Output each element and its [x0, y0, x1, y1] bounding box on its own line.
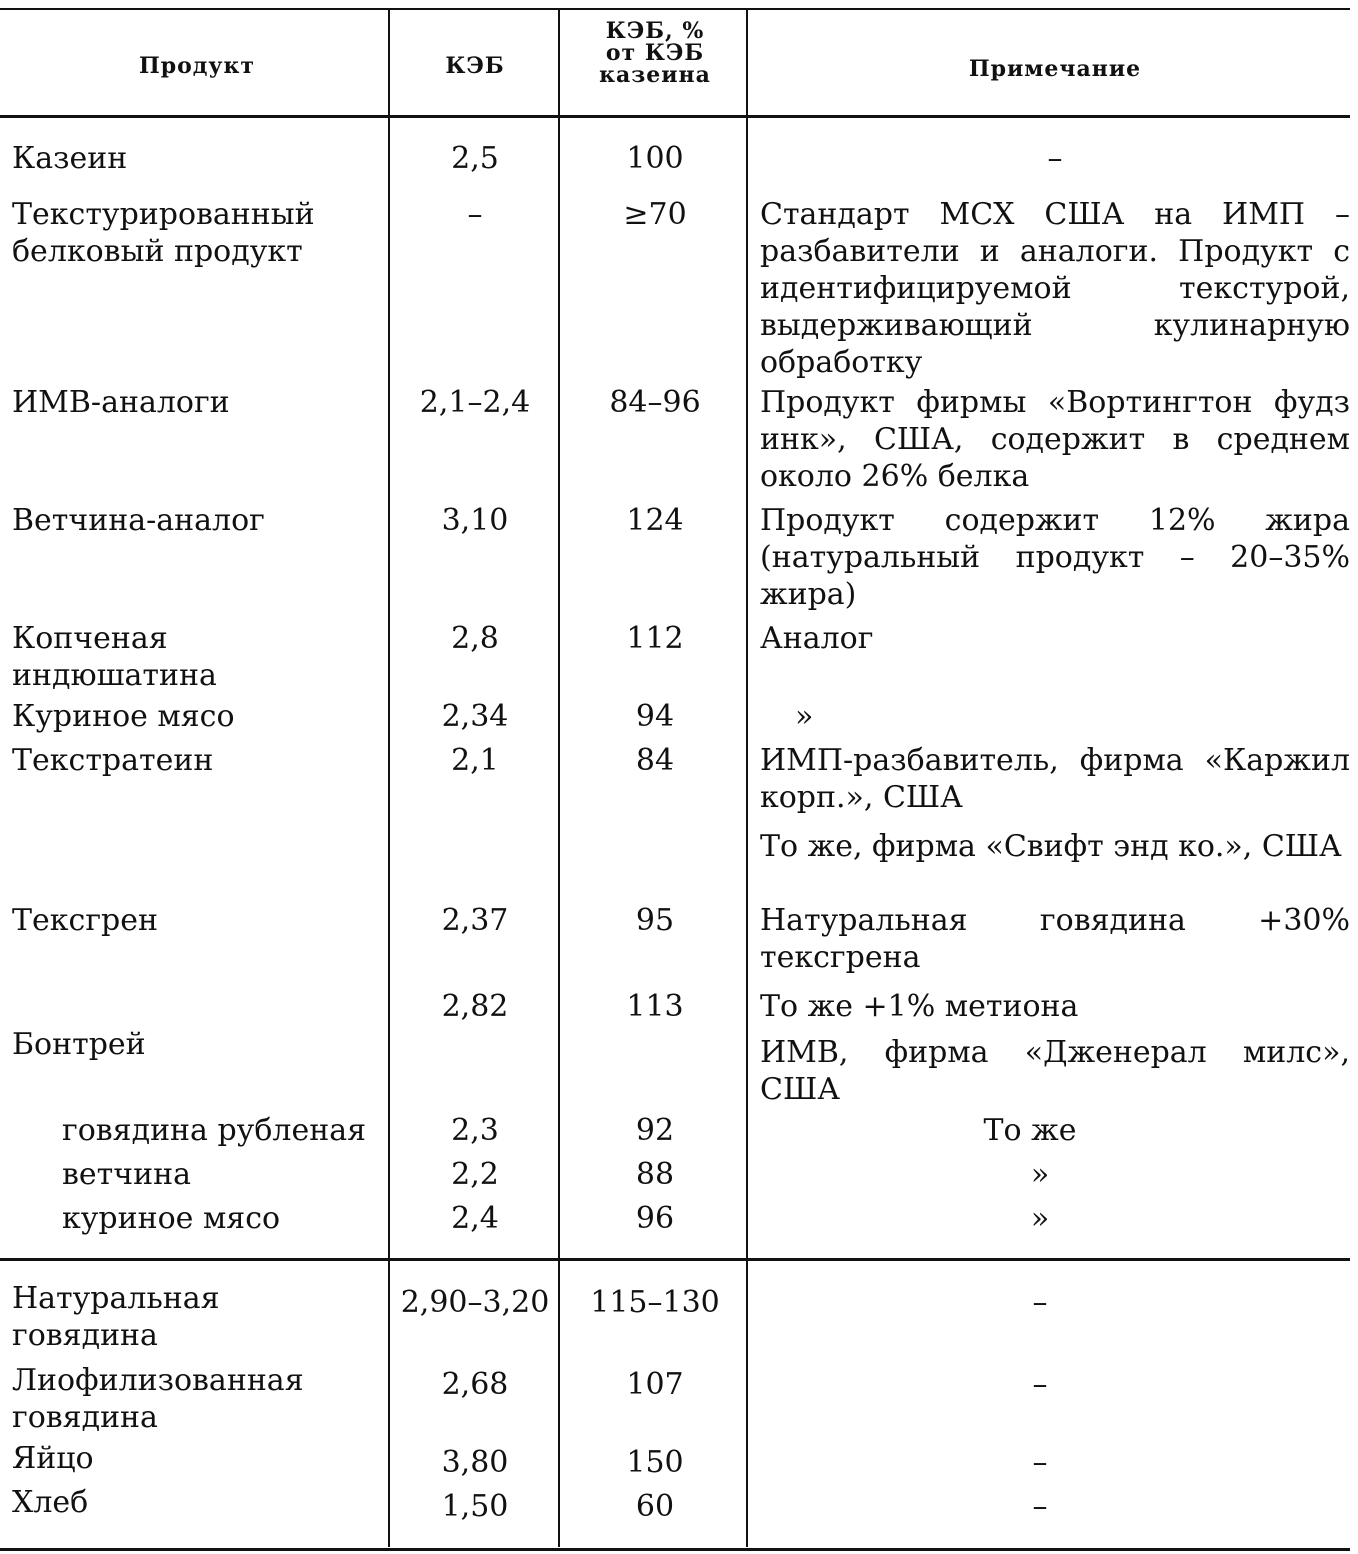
header-product: Продукт	[138, 53, 256, 79]
note-cell: »	[1030, 1157, 1050, 1192]
header-keb-pct-line-2: от КЭБ	[605, 40, 705, 66]
product-cell: куриное мясо	[62, 1201, 281, 1236]
section-rule	[0, 1258, 1350, 1261]
product-cell: Натуральная говядина	[12, 1281, 220, 1353]
product-cell: Текстратеин	[12, 743, 214, 778]
note-cell: »	[795, 699, 814, 734]
product-cell: Текстурированный белковый продукт	[12, 197, 315, 269]
note-cell: –	[1032, 1445, 1048, 1480]
note-cell: Стандарт МСХ США на ИМП – разбавители и аналоги. Продукт с идентифицируемой текстурой, выдерживающий кулинарную обработку	[760, 197, 1350, 380]
keb-pct-cell: 95	[635, 903, 675, 938]
keb-cell: 2,3	[451, 1113, 499, 1148]
keb-pct-cell: 96	[635, 1201, 675, 1236]
note-cell: Натуральная говядина +30% тексгрена	[760, 903, 1350, 975]
product-cell: Ветчина-аналог	[12, 503, 265, 538]
keb-pct-cell: 92	[635, 1113, 675, 1148]
note-cell: –	[1047, 141, 1063, 176]
keb-pct-cell: 60	[635, 1489, 675, 1524]
note-cell: –	[1032, 1367, 1048, 1402]
product-cell: Хлеб	[12, 1485, 89, 1520]
keb-cell: 2,82	[441, 989, 509, 1024]
keb-cell: 2,2	[451, 1157, 499, 1192]
bottom-rule	[0, 1548, 1350, 1551]
header-keb-pct-line-3: казеина	[599, 62, 711, 88]
header-note: Примечание	[968, 56, 1142, 82]
keb-cell: 3,10	[441, 503, 509, 538]
keb-cell: 2,8	[451, 621, 499, 656]
header-keb-pct-line-1: КЭБ, %	[605, 18, 705, 44]
product-cell: Лиофилизованная говядина	[12, 1363, 304, 1435]
note-cell: То же +1% метиона	[760, 989, 1079, 1024]
header-keb-pct	[565, 20, 745, 86]
col-divider-1	[388, 10, 390, 1547]
keb-pct-cell: 100	[626, 141, 684, 176]
product-cell: Казеин	[12, 141, 128, 176]
note-cell: ИМП-разбавитель, фирма «Каржил корп.», США	[760, 743, 1350, 815]
product-cell: Тексгрен	[12, 903, 158, 938]
note-cell: Продукт фирмы «Вортингтон фудз инк», США, содержит в среднем около 26% белка	[760, 385, 1350, 494]
keb-cell: 2,1–2,4	[419, 385, 531, 420]
keb-pct-cell: 150	[626, 1445, 684, 1480]
top-rule	[0, 8, 1350, 10]
keb-cell: 2,1	[451, 743, 499, 778]
product-cell: Бонтрей	[12, 1027, 146, 1062]
product-cell: ИМВ-аналоги	[12, 385, 230, 420]
keb-pct-cell: 94	[635, 699, 675, 734]
header-rule	[0, 115, 1350, 118]
col-divider-3	[746, 10, 748, 1547]
keb-pct-cell: 115–130	[590, 1285, 720, 1320]
keb-pct-cell: ≥70	[623, 197, 687, 232]
product-cell: Копченая индюшатина	[12, 621, 217, 693]
keb-cell: 3,80	[441, 1445, 509, 1480]
note-cell: То же, фирма «Свифт энд ко.», США	[760, 829, 1342, 864]
keb-pct-cell: 124	[626, 503, 684, 538]
note-cell: –	[1032, 1489, 1048, 1524]
col-divider-2	[558, 10, 560, 1547]
keb-cell: 2,37	[441, 903, 509, 938]
note-cell: То же	[983, 1113, 1077, 1148]
note-cell: –	[1032, 1285, 1048, 1320]
keb-pct-cell: 113	[626, 989, 684, 1024]
product-cell: Яйцо	[12, 1441, 94, 1476]
keb-cell: 2,90–3,20	[400, 1285, 550, 1320]
header-keb: КЭБ	[445, 53, 505, 79]
keb-cell: 2,4	[451, 1201, 499, 1236]
keb-cell: –	[467, 197, 483, 232]
keb-pct-cell: 112	[626, 621, 684, 656]
note-cell: ИМВ, фирма «Дженерал милс», США	[760, 1035, 1350, 1107]
product-cell: говядина рубленая	[62, 1113, 367, 1148]
keb-pct-cell: 107	[626, 1367, 684, 1402]
note-cell: »	[1030, 1201, 1050, 1236]
product-cell: ветчина	[62, 1157, 191, 1192]
keb-cell: 2,68	[441, 1367, 509, 1402]
keb-cell: 1,50	[441, 1489, 509, 1524]
keb-cell: 2,5	[451, 141, 499, 176]
note-cell: Продукт содержит 12% жира (натуральный продукт – 20–35% жира)	[760, 503, 1350, 612]
keb-pct-cell: 84–96	[609, 385, 701, 420]
note-cell: Аналог	[760, 621, 874, 656]
keb-pct-cell: 88	[635, 1157, 675, 1192]
keb-cell: 2,34	[441, 699, 509, 734]
keb-pct-cell: 84	[635, 743, 675, 778]
product-cell: Куриное мясо	[12, 699, 235, 734]
